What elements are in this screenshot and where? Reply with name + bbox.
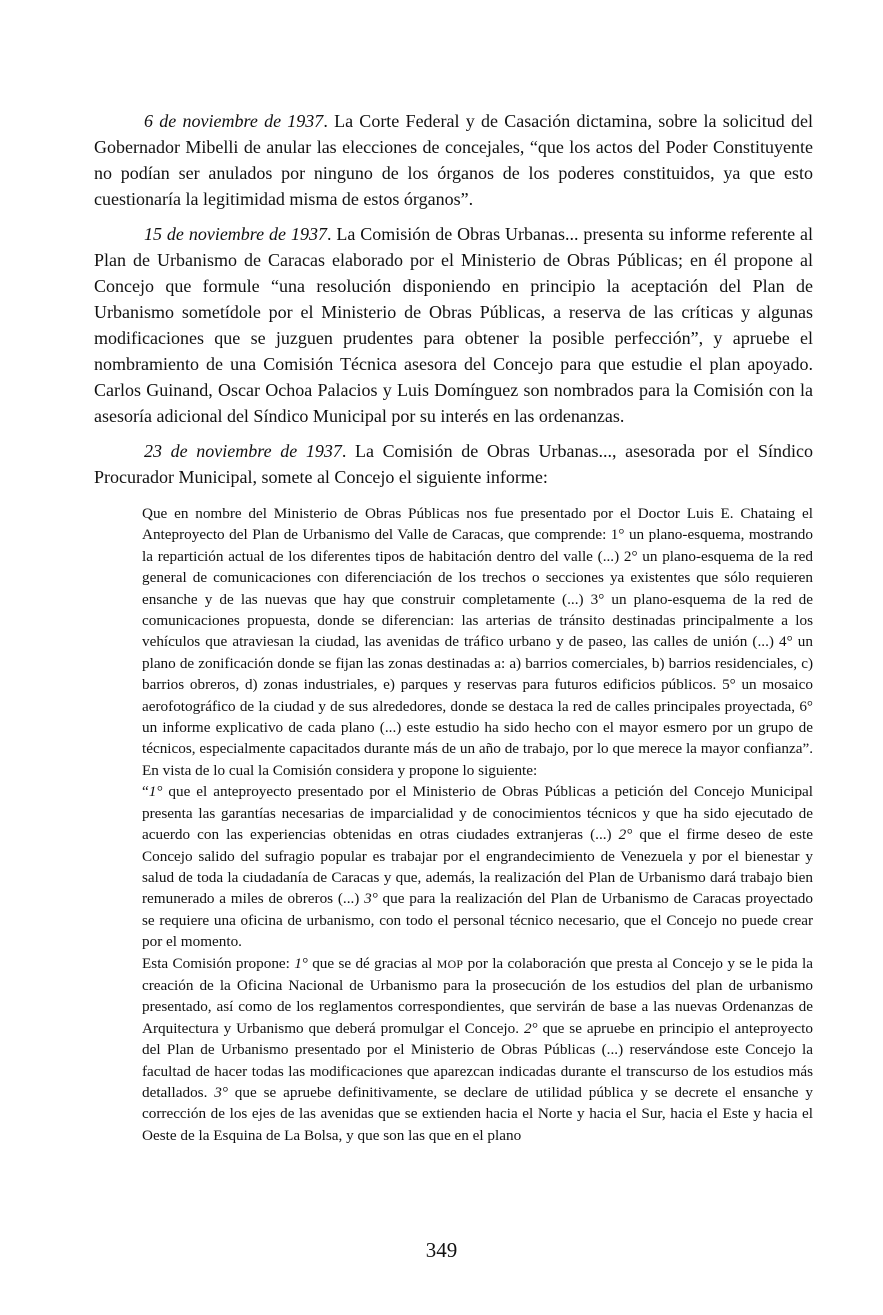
- text-run: que se apruebe en principio el anteproyecto del Plan de Urbanismo presentado por el Ministerio de Obras Públicas (...) reservándose este Concejo la facultad de hacer todas las modificaciones que aparezcan indicadas durante el transcurso de los estudios más detallados.: [142, 1019, 813, 1101]
- text-run: . La Comisión de Obras Urbanas..., asesorada por el Síndico Procurador Municipal, somete al Concejo el siguiente informe:: [94, 441, 813, 487]
- text-run: . La Comisión de Obras Urbanas... presenta su informe referente al Plan de Urbanismo de Caracas elaborado por el Ministerio de Obras Públicas; en él propone al Concejo que formule “una resolución disponiendo en principio la aceptación del Plan de Urbanismo sometídole por el Ministerio de Obras Públicas, a reserva de las críticas y algunas modificaciones que se juzguen prudentes para obtener la posible perfección”, y apruebe el nombramiento de una Comisión Técnica asesora del Concejo para que estudie el plan apoyado. Carlos Guinand, Oscar Ochoa Palacios y Luis Domínguez son nombrados para la Comisión con la asesoría adicional del Síndico Municipal por su interés en las ordenanzas.: [94, 224, 813, 426]
- quote-paragraph-comision-propone: [142, 953, 813, 1147]
- quote-paragraph-anteproyecto: [142, 503, 813, 781]
- text-run: 2°: [523, 1019, 538, 1037]
- text-run: que para la realización del Plan de Urbanismo de Caracas proyectado se requiere una oficina de urbanismo, con todo el personal técnico necesario, que el Concejo no puede crear por el momento.: [142, 890, 813, 951]
- quote-paragraph-consideraciones: [142, 781, 813, 952]
- text-run: “: [142, 783, 149, 801]
- page-number: 349: [425, 1238, 458, 1262]
- text-run: que se apruebe definitivamente, se declare de utilidad pública y se decrete el ensanche y corrección de los ejes de las avenidas que se extienden hacia el Norte y hacia el Sur, hacia el Este y hacia el Oeste de la Esquina de La Bolsa, y que son las que en el plano: [142, 1083, 813, 1144]
- paragraph-6-noviembre: [94, 108, 813, 212]
- text-run: por la colaboración que presta al Concejo y se le pida la creación de la Oficina Nacional de Urbanismo para la prosecución de los estudios del plan de urbanismo presentado, así como de los reglamentos correspondientes, que servirán de base a las nuevas Ordenanzas de Arquitectura y Urbanismo que deberá promulgar el Concejo.: [142, 954, 813, 1037]
- text-run: 1°: [148, 783, 163, 801]
- paragraph-23-noviembre: [94, 438, 813, 490]
- text-run: 3°: [214, 1083, 228, 1101]
- document-body: [94, 108, 813, 1146]
- text-run: que el firme deseo de este Concejo salido del sufragio popular es trabajar por el engrandecimiento de Venezuela y por el bienestar y salud de toda la ciudadanía de Caracas y que, además, la realización del Plan de Urbanismo dará trabajo bien remunerado a miles de obreros (...): [142, 826, 813, 908]
- paragraph-15-noviembre: [94, 221, 813, 429]
- text-run: Que en nombre del Ministerio de Obras Públicas nos fue presentado por el Doctor Luis E. Chataing el Anteproyecto del Plan de Urbanismo del Valle de Caracas, que comprende: 1° un plano-esquema, mostrando la repartición actual de los diferentes tipos de habitación dentro del valle (...) 2° un plano-esquema de la red general de comunicaciones con diferenciación de los trechos o secciones ya existentes que sólo requieren ensanche y de las nuevas que hay que construir completamente (...) 3° un plano-esquema de la red de comunicaciones propuesta, donde se diferencian: las arterias de tránsito destinadas principalmente a los vehículos que atraviesan la ciudad, las avenidas de tráfico urbano y de paseo, las calles de unión (...) 4° un plano de zonificación donde se fijan las zonas destinadas a: a) barrios comerciales, b) barrios residenciales, c) barrios obreros, d) zonas industriales, e) parques y reservas para futuros edificios públicos. 5° un mosaico aerofotográfico de la ciudad y de sus alrededores, donde se destaca la red de calles principales proyectada, 6° un informe explicativo de cada plano (...) este estudio ha sido hecho con el mayor esmero por un grupo de técnicos, especialmente capacitados durante más de un año de trabajo, por lo que merece la mayor confianza”. En vista de lo cual la Comisión considera y propone lo siguiente:: [142, 505, 813, 779]
- text-run: . La Corte Federal y de Casación dictamina, sobre la solicitud del Gobernador Mibelli de anular las elecciones de concejales, “que los actos del Poder Constituyente no podían ser anulados por ninguno de los órganos de los poderes constituidos, ya que esto cuestionaría la legitimidad misma de estos órganos”.: [94, 111, 813, 209]
- text-run: Esta Comisión propone:: [142, 954, 295, 972]
- text-run: 6 de noviembre de 1937: [144, 111, 324, 131]
- text-run: 1°: [294, 954, 308, 972]
- text-run: 15 de noviembre de 1937: [144, 224, 327, 244]
- text-run: que el anteproyecto presentado por el Ministerio de Obras Públicas a petición del Concejo Municipal presenta las garantías necesarias de imparcialidad y de conocimientos técnicos y que ha sido ejecutado de acuerdo con las experiencias obtenidas en otras ciudades extranjeras (...): [142, 783, 813, 844]
- text-run: 23 de noviembre de 1937: [144, 441, 342, 461]
- text-run: 3°: [364, 890, 378, 908]
- text-run: MOP: [436, 956, 464, 971]
- text-run: que se dé gracias al: [307, 954, 437, 972]
- text-run: 2°: [618, 826, 633, 844]
